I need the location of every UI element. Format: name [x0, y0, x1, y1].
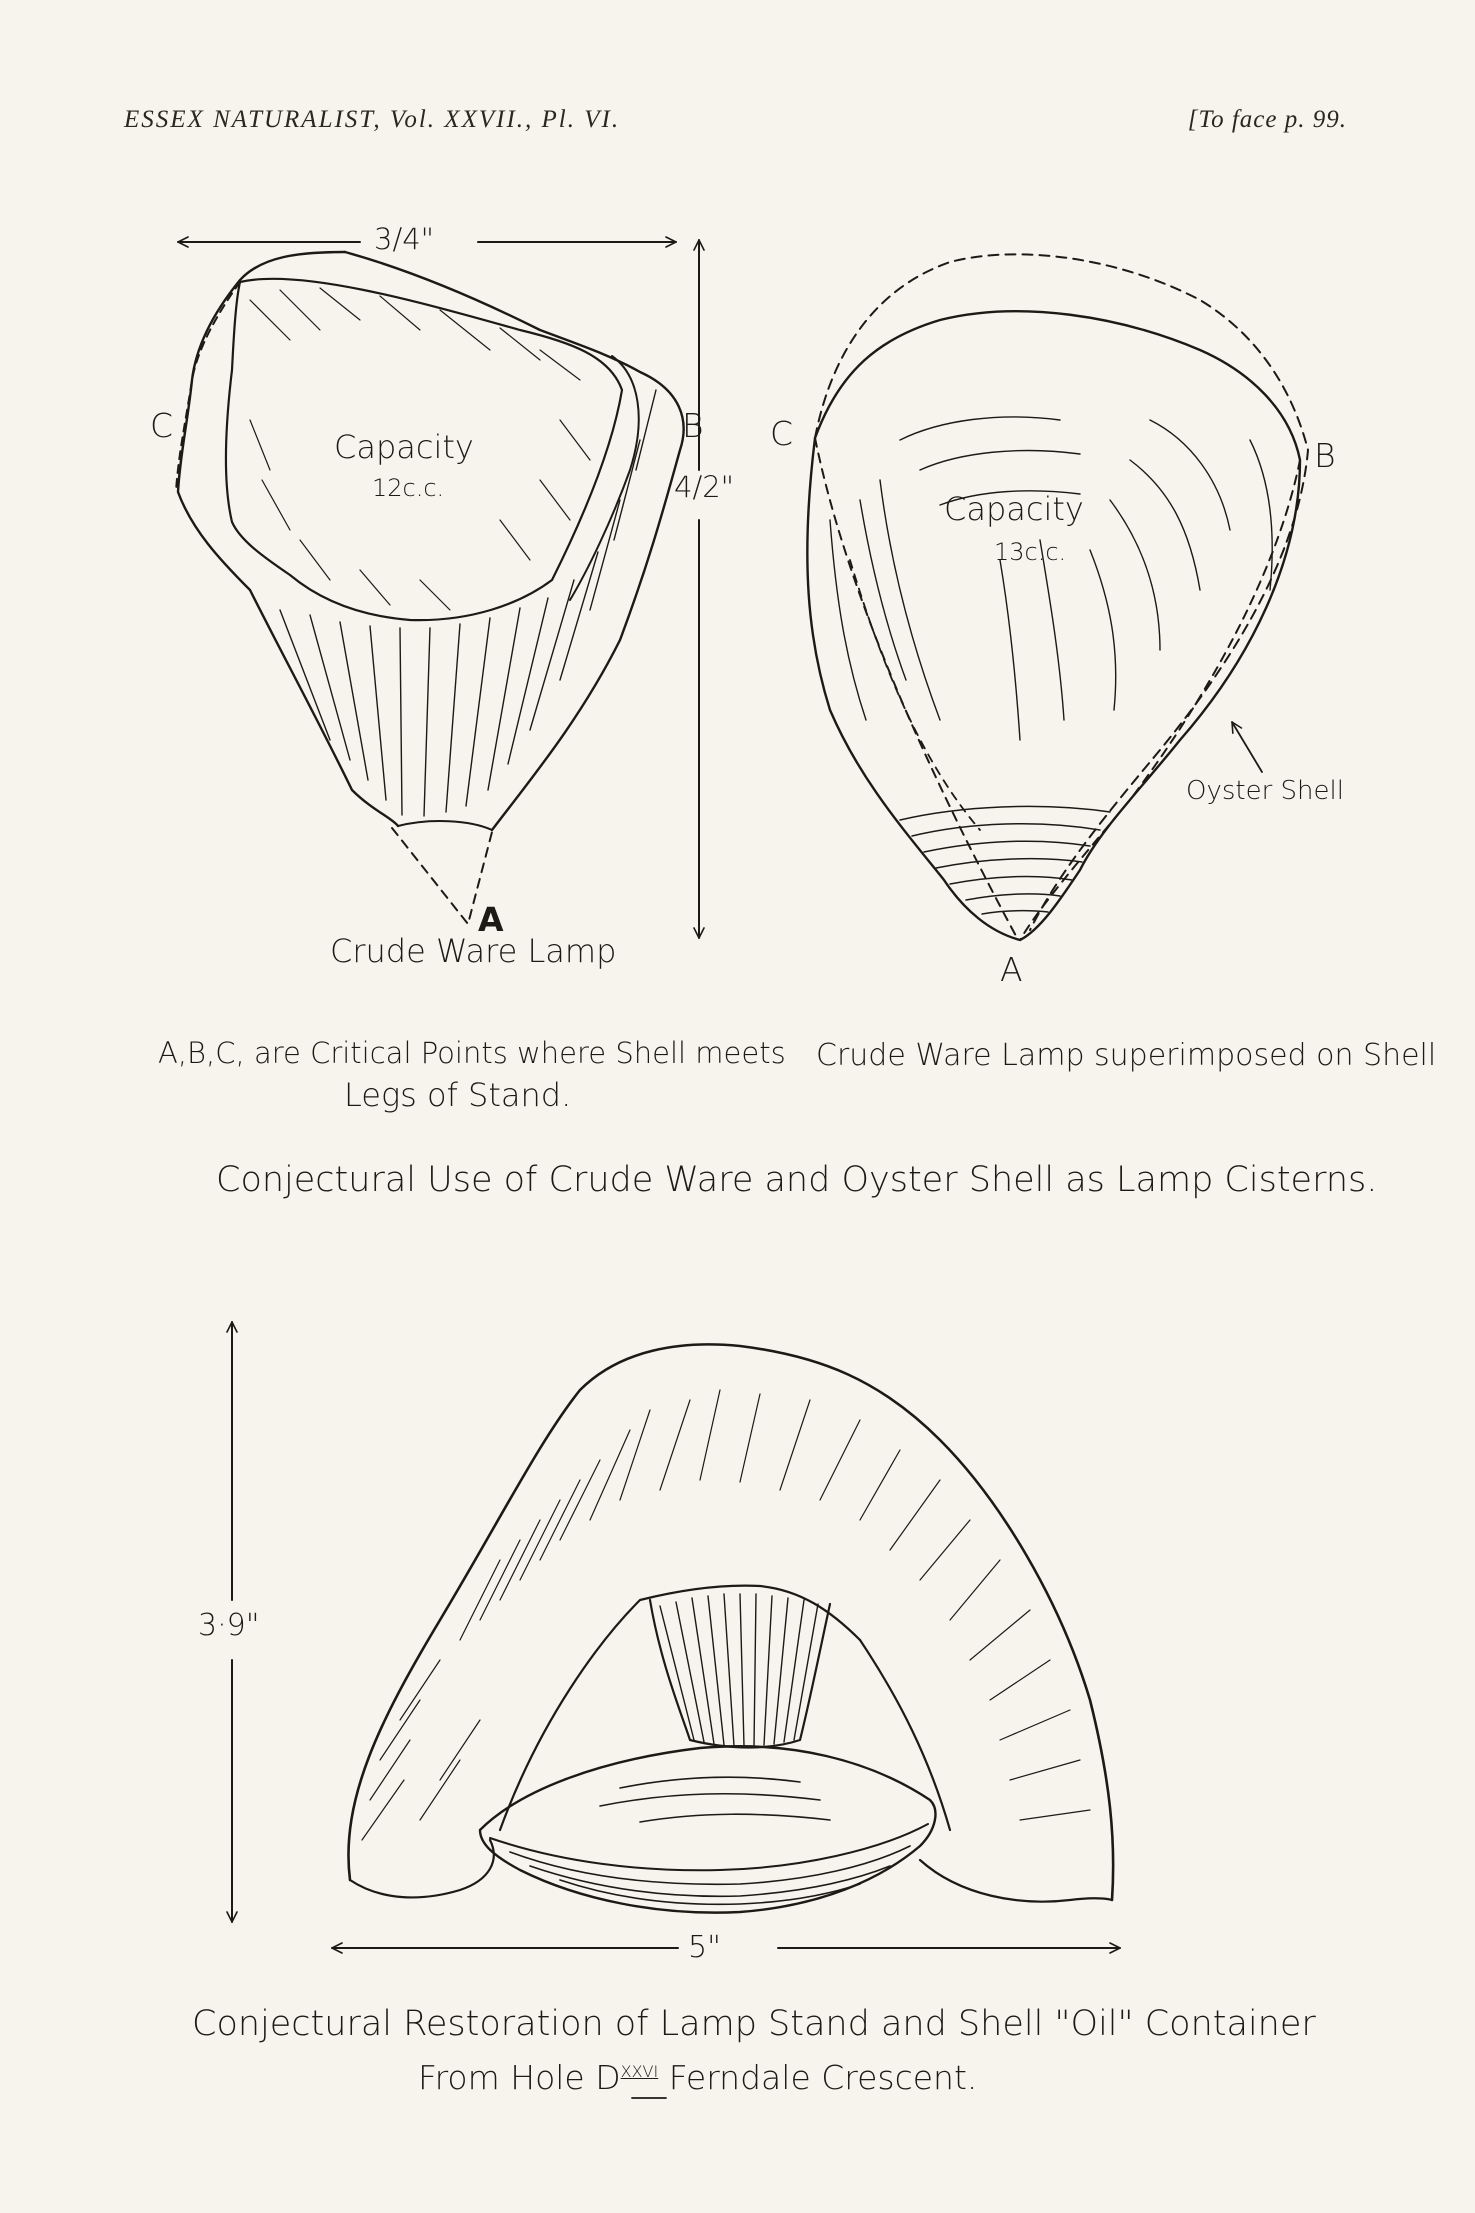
stand-height-label: 3·9"	[198, 1608, 260, 1643]
lamp-capacity-value: 12c.c.	[372, 474, 445, 502]
page-reference: [To face p. 99.	[1187, 106, 1347, 133]
shell-capacity-label: Capacity	[944, 490, 1084, 528]
critical-points-note-line2: Legs of Stand.	[344, 1076, 572, 1114]
stand-width-label: 5"	[688, 1930, 721, 1965]
shell-point-b: B	[1314, 436, 1336, 475]
shell-capacity-value: 13c.c.	[994, 538, 1067, 566]
lamp-capacity-label: Capacity	[334, 428, 474, 466]
bottom-caption-prefix: From Hole D	[418, 2058, 621, 2097]
lamp-caption: Crude Ware Lamp	[330, 932, 617, 970]
oyster-shell-label: Oyster Shell	[1186, 776, 1344, 806]
lamp-point-a: A	[478, 900, 504, 939]
bottom-caption-line1: Conjectural Restoration of Lamp Stand and Shell "Oil" Container	[192, 2004, 1316, 2044]
crude-ware-lamp-drawing	[176, 240, 699, 938]
lamp-point-c: C	[150, 406, 174, 445]
bottom-caption-line2	[418, 2058, 977, 2097]
critical-points-note-line1: A,B,C, are Critical Points where Shell meets	[158, 1036, 786, 1070]
lamp-width-label: 3/4"	[374, 222, 435, 256]
shell-point-c: C	[770, 414, 794, 453]
shell-point-a: A	[1000, 950, 1023, 989]
bottom-caption-suffix: Ferndale Crescent.	[668, 2058, 978, 2097]
lamp-height-label: 4/2"	[674, 470, 735, 504]
lamp-point-b: B	[682, 406, 704, 445]
shell-caption: Crude Ware Lamp superimposed on Shell	[816, 1038, 1437, 1073]
hole-number: XXVI	[620, 2062, 659, 2081]
middle-caption: Conjectural Use of Crude Ware and Oyster Shell as Lamp Cisterns.	[216, 1160, 1378, 1200]
journal-header: ESSEX NATURALIST, Vol. XXVII., Pl. VI.	[124, 106, 621, 133]
lamp-on-shell-drawing	[807, 254, 1308, 940]
oyster-shell-pointer	[1232, 722, 1262, 772]
lamp-stand-drawing	[232, 1322, 1120, 1948]
